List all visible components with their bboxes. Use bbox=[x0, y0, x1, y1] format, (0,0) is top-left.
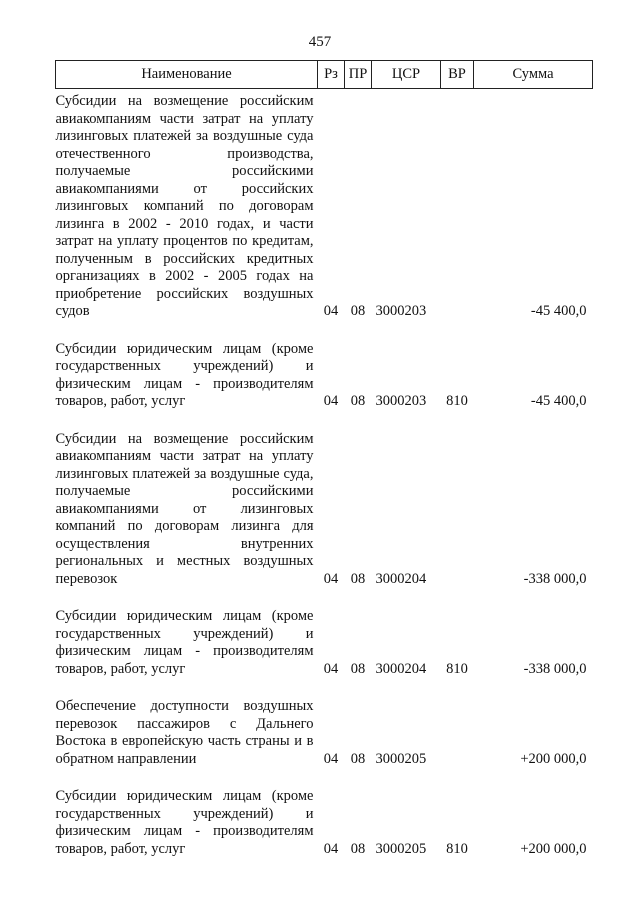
row-csr: 3000204 bbox=[375, 660, 427, 677]
row-rz: 04 bbox=[323, 750, 339, 767]
table-row bbox=[56, 678, 593, 768]
row-name: Субсидии юридическим лицам (кроме государственных учреждений) и физическим лицам - производителям товаров, работ, услуг bbox=[55, 340, 314, 409]
row-pr: 08 bbox=[350, 393, 366, 409]
table-row bbox=[56, 321, 593, 411]
row-csr: 3000203 bbox=[375, 303, 427, 319]
table-row bbox=[56, 89, 593, 321]
row-rz: 04 bbox=[323, 303, 339, 319]
row-vr: 810 bbox=[446, 660, 468, 677]
table-header-row bbox=[56, 61, 593, 89]
row-sum: +200 000,0 bbox=[520, 840, 587, 857]
row-pr: 08 bbox=[350, 660, 366, 677]
row-sum: -338 000,0 bbox=[523, 660, 587, 677]
header-pr: ПР bbox=[345, 61, 372, 89]
header-vr: ВР bbox=[441, 61, 474, 89]
row-vr: 810 bbox=[446, 393, 468, 409]
budget-table bbox=[55, 60, 593, 858]
row-vr bbox=[441, 411, 474, 589]
row-name: Обеспечение доступности воздушных перевозок пассажиров с Дальнего Востока в европейскую часть страны и в обратном направлении bbox=[55, 698, 314, 767]
row-pr: 08 bbox=[350, 750, 366, 767]
page-number: 457 bbox=[308, 34, 332, 50]
row-rz: 04 bbox=[323, 840, 339, 857]
header-rz: Рз bbox=[318, 61, 345, 89]
row-csr: 3000204 bbox=[375, 570, 427, 587]
row-sum: -45 400,0 bbox=[530, 393, 587, 409]
row-csr: 3000205 bbox=[375, 750, 427, 767]
table-row bbox=[56, 411, 593, 589]
header-csr: ЦСР bbox=[372, 61, 441, 89]
row-sum: -338 000,0 bbox=[523, 570, 587, 587]
row-sum: +200 000,0 bbox=[520, 750, 587, 767]
row-pr: 08 bbox=[350, 303, 366, 319]
header-name: Наименование bbox=[56, 61, 318, 89]
row-name: Субсидии юридическим лицам (кроме государственных учреждений) и физическим лицам - производителям товаров, работ, услуг bbox=[55, 788, 314, 857]
table-row bbox=[56, 588, 593, 678]
row-rz: 04 bbox=[323, 570, 339, 587]
row-csr: 3000203 bbox=[375, 393, 427, 409]
row-sum: -45 400,0 bbox=[530, 303, 587, 319]
row-vr: 810 bbox=[446, 840, 468, 857]
row-rz: 04 bbox=[323, 660, 339, 677]
row-name: Субсидии юридическим лицам (кроме государственных учреждений) и физическим лицам - производителям товаров, работ, услуг bbox=[55, 608, 314, 677]
header-sum: Сумма bbox=[474, 61, 593, 89]
row-name: Субсидии на возмещение российским авиакомпаниям части затрат на уплату лизинговых платежей за воздушные суда отечественного производства, получаемые российскими авиакомпаниями от российских лизинговых компаний по договорам лизинга в 2002 - 2010 годах, и части затрат на уплату процентов по кредитам, полученным в российских кредитных организациях в 2002 - 2005 годах на приобретение российских воздушных судов bbox=[55, 93, 314, 319]
row-rz: 04 bbox=[323, 393, 339, 409]
row-csr: 3000205 bbox=[375, 840, 427, 857]
table-row bbox=[56, 768, 593, 858]
row-name: Субсидии на возмещение российским авиакомпаниям части затрат на уплату лизинговых платежей за воздушные суда, получаемые российскими авиакомпаниями от лизинговых компаний по договорам лизинга для осуществления внутренних региональных и местных воздушных перевозок bbox=[55, 430, 314, 587]
row-vr bbox=[441, 89, 474, 321]
row-vr bbox=[441, 678, 474, 768]
row-pr: 08 bbox=[350, 840, 366, 857]
row-pr: 08 bbox=[350, 570, 366, 587]
